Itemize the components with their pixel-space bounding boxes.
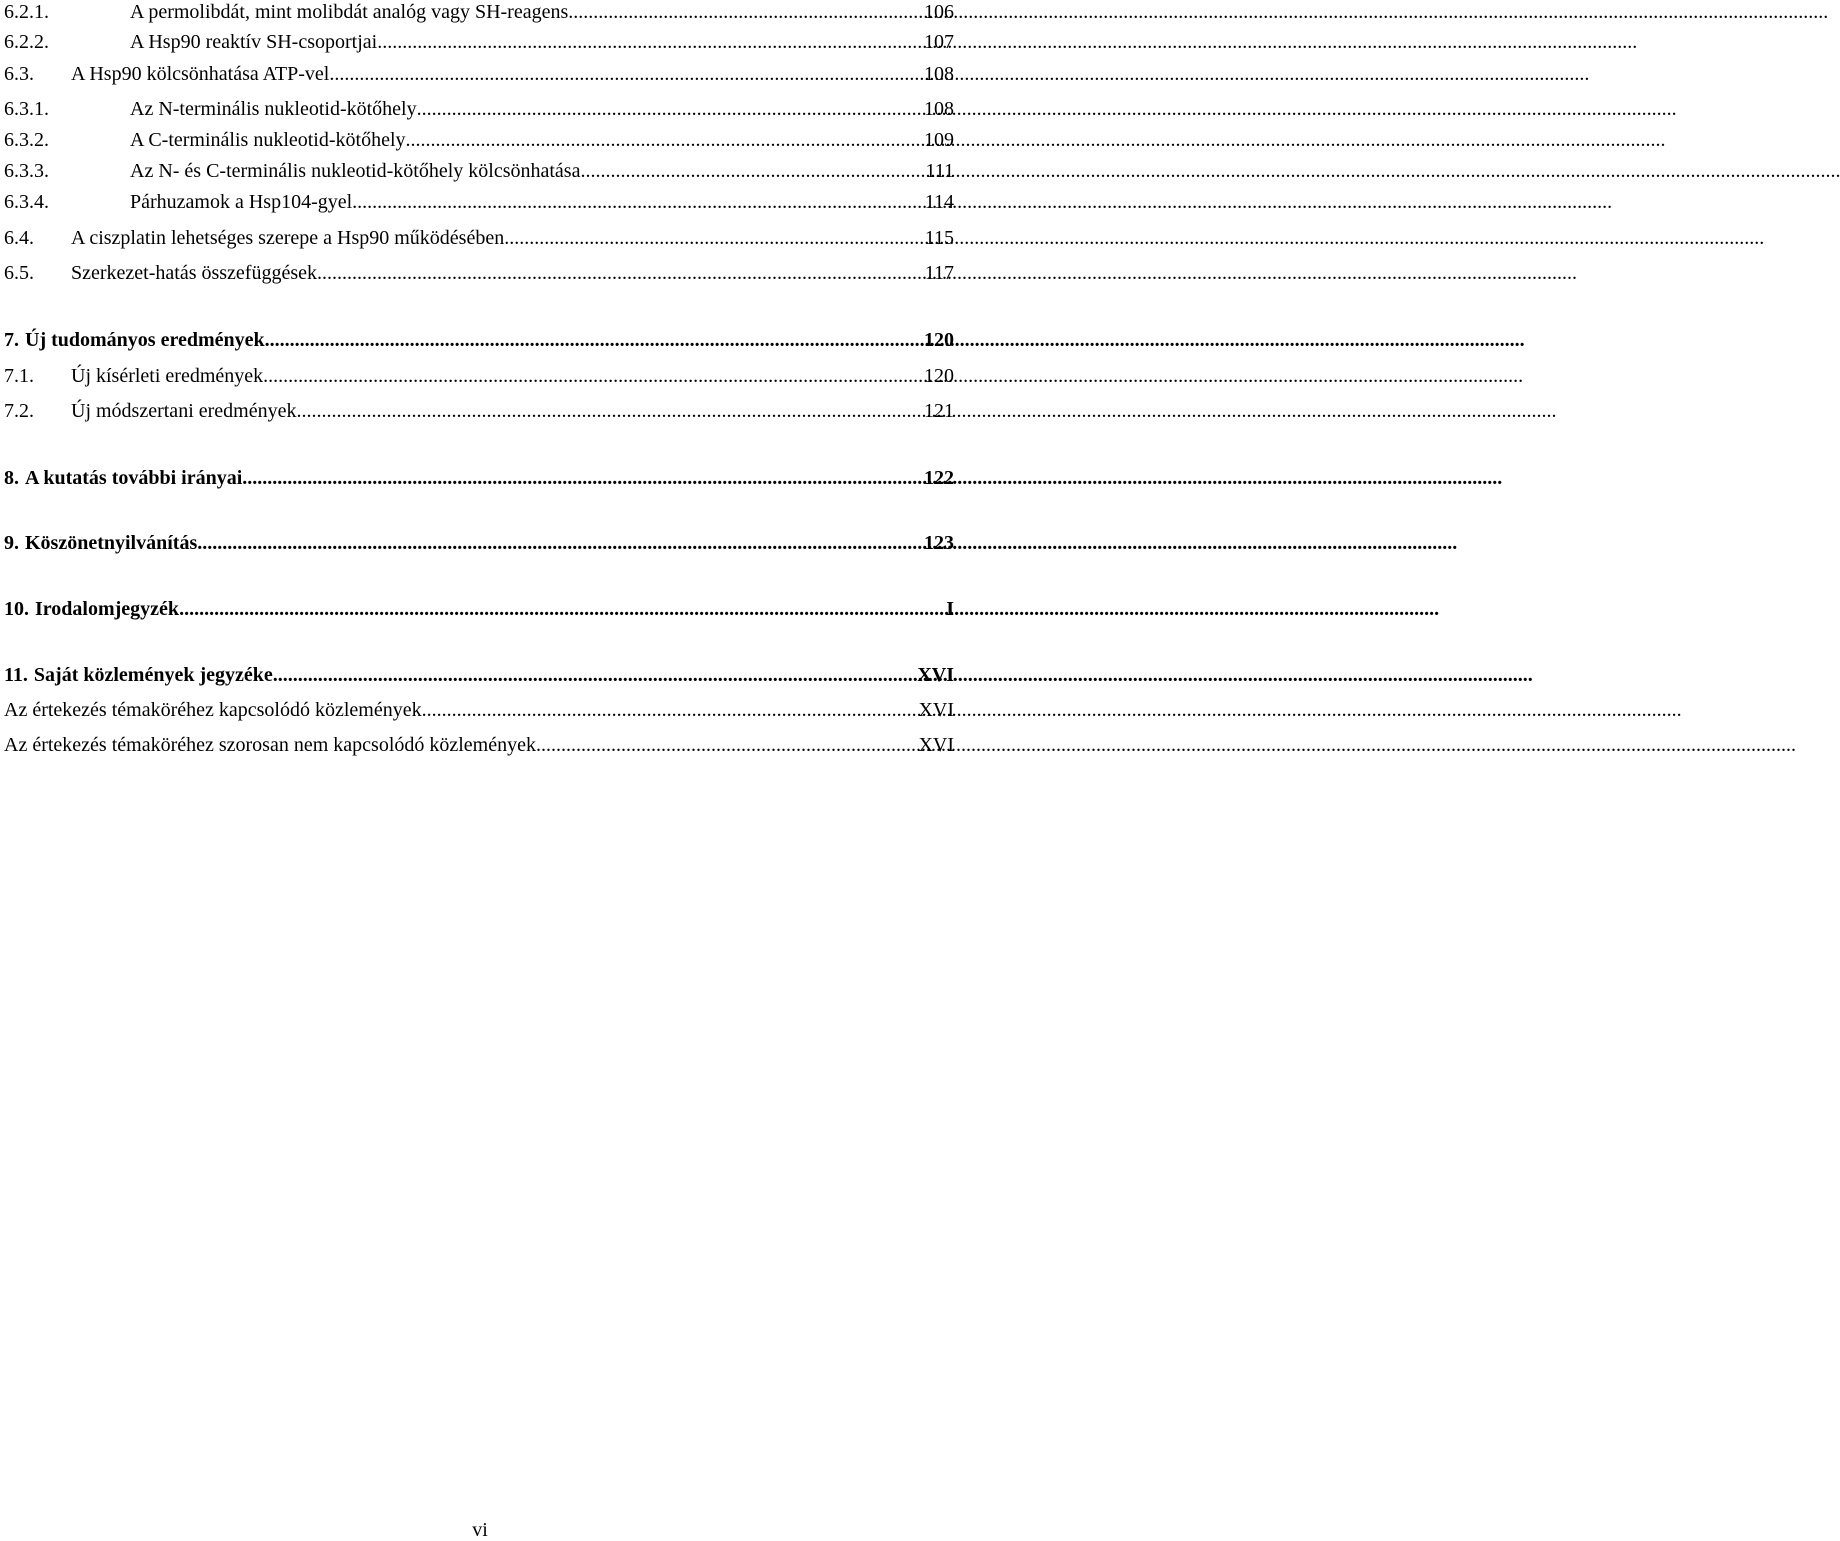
dot-leader	[242, 464, 924, 492]
toc-entry[interactable]	[4, 731, 954, 759]
toc-entry-title: A Hsp90 reaktív SH-csoportjai	[130, 31, 378, 53]
toc-entry-page: 120	[924, 365, 954, 387]
toc-entry[interactable]	[4, 126, 954, 154]
toc-entry-title: Szerkezet-hatás összefüggések	[71, 262, 317, 284]
toc-entry-title: Irodalomjegyzék	[35, 598, 180, 620]
toc-entry[interactable]	[4, 60, 954, 88]
toc-entry-title: Új tudományos eredmények	[25, 329, 265, 351]
toc-entry-title: A kutatás további irányai	[25, 467, 243, 489]
toc-entry[interactable]	[4, 362, 954, 390]
toc-entry-page: 111	[925, 160, 954, 182]
toc-entry[interactable]	[4, 224, 954, 252]
toc-entry-title: A ciszplatin lehetséges szerepe a Hsp90 működésében	[71, 227, 505, 249]
toc-entry[interactable]	[4, 188, 954, 216]
toc-entry[interactable]	[4, 157, 954, 185]
toc-entry-number: 6.4.	[4, 227, 34, 249]
page-number: vi	[472, 1519, 488, 1541]
dot-leader	[197, 529, 924, 557]
dot-leader	[406, 126, 924, 154]
toc-entry-number: 6.5.	[4, 262, 34, 284]
toc-entry-number: 11.	[4, 664, 28, 686]
toc-entry-page: XVI	[917, 664, 954, 686]
toc-entry-title: Új kísérleti eredmények	[71, 365, 264, 387]
toc-entry-number: 6.3.4.	[4, 191, 49, 213]
toc-entry-page: 115	[924, 227, 954, 249]
dot-leader	[317, 259, 925, 287]
dot-leader	[422, 696, 919, 724]
toc-entry-title: Az N- és C-terminális nukleotid-kötőhely kölcsönhatása	[130, 160, 581, 182]
toc-entry[interactable]	[4, 95, 954, 123]
toc-entry-page: 114	[924, 191, 954, 213]
dot-leader	[179, 595, 946, 623]
toc-entry-chapter[interactable]	[4, 661, 954, 689]
toc-entry-title: Új módszertani eredmények	[71, 400, 297, 422]
toc-entry-chapter[interactable]	[4, 326, 954, 354]
toc-entry-page: 121	[924, 400, 954, 422]
dot-leader	[263, 362, 924, 390]
dot-leader	[417, 95, 924, 123]
toc-entry-number: 10.	[4, 598, 29, 620]
toc-entry-page: XVI	[918, 699, 954, 721]
toc-entry-page: 120	[924, 329, 954, 351]
toc-entry-number: 6.3.2.	[4, 129, 49, 151]
dot-leader	[377, 28, 924, 56]
toc-entry-title: A Hsp90 kölcsönhatása ATP-vel	[71, 63, 330, 85]
toc-entry-number: 6.2.2.	[4, 31, 49, 53]
toc-entry-number: 7.2.	[4, 400, 34, 422]
toc-entry-page: 122	[924, 467, 954, 489]
toc-entry-page: 108	[924, 63, 954, 85]
dot-leader	[329, 60, 924, 88]
dot-leader	[296, 397, 924, 425]
toc-entry-page: 123	[924, 532, 954, 554]
toc-entry-title: Az értekezés témaköréhez szorosan nem kapcsolódó közlemények	[4, 734, 536, 756]
toc-entry[interactable]	[4, 28, 954, 56]
toc-entry-title: Az N-terminális nukleotid-kötőhely	[130, 98, 417, 120]
toc-entry-title: Párhuzamok a Hsp104-gyel	[130, 191, 353, 213]
toc-entry-number: 6.3.1.	[4, 98, 49, 120]
toc-entry-number: 6.3.	[4, 63, 34, 85]
dot-leader	[265, 326, 924, 354]
toc-entry-title: A permolibdát, mint molibdát analóg vagy SH-reagens	[130, 1, 569, 23]
toc-entry-chapter[interactable]	[4, 529, 954, 557]
toc-entry-title: Köszönetnyilvánítás	[25, 532, 198, 554]
toc-entry-title: A C-terminális nukleotid-kötőhely	[130, 129, 406, 151]
toc-entry-page: 109	[924, 129, 954, 151]
toc-entry-page: I	[946, 598, 954, 620]
toc-entry[interactable]	[4, 259, 954, 287]
toc-entry-page: 108	[924, 98, 954, 120]
dot-leader	[273, 661, 918, 689]
toc-entry-chapter[interactable]	[4, 595, 954, 623]
dot-leader	[352, 188, 925, 216]
toc-entry-title: Az értekezés témaköréhez kapcsolódó közlemények	[4, 699, 422, 721]
dot-leader	[580, 157, 925, 185]
toc-entry-number: 8.	[4, 467, 19, 489]
toc-entry-chapter[interactable]	[4, 464, 954, 492]
toc-entry-page: 117	[924, 262, 954, 284]
toc-entry-page: XVI	[918, 734, 954, 756]
dot-leader	[504, 224, 925, 252]
toc-entry-number: 7.1.	[4, 365, 34, 387]
toc-entry[interactable]	[4, 397, 954, 425]
dot-leader	[536, 731, 918, 759]
toc-entry-page: 107	[924, 31, 954, 53]
toc-entry-title: Saját közlemények jegyzéke	[33, 664, 273, 686]
toc-entry-number: 6.2.1.	[4, 1, 49, 23]
toc-entry-number: 6.3.3.	[4, 160, 49, 182]
toc-entry-number: 7.	[4, 329, 19, 351]
dot-leader	[568, 0, 924, 26]
toc-entry-number: 9.	[4, 532, 19, 554]
toc-entry[interactable]	[4, 0, 954, 26]
toc-entry[interactable]	[4, 696, 954, 724]
toc-entry-page: 106	[924, 1, 954, 23]
